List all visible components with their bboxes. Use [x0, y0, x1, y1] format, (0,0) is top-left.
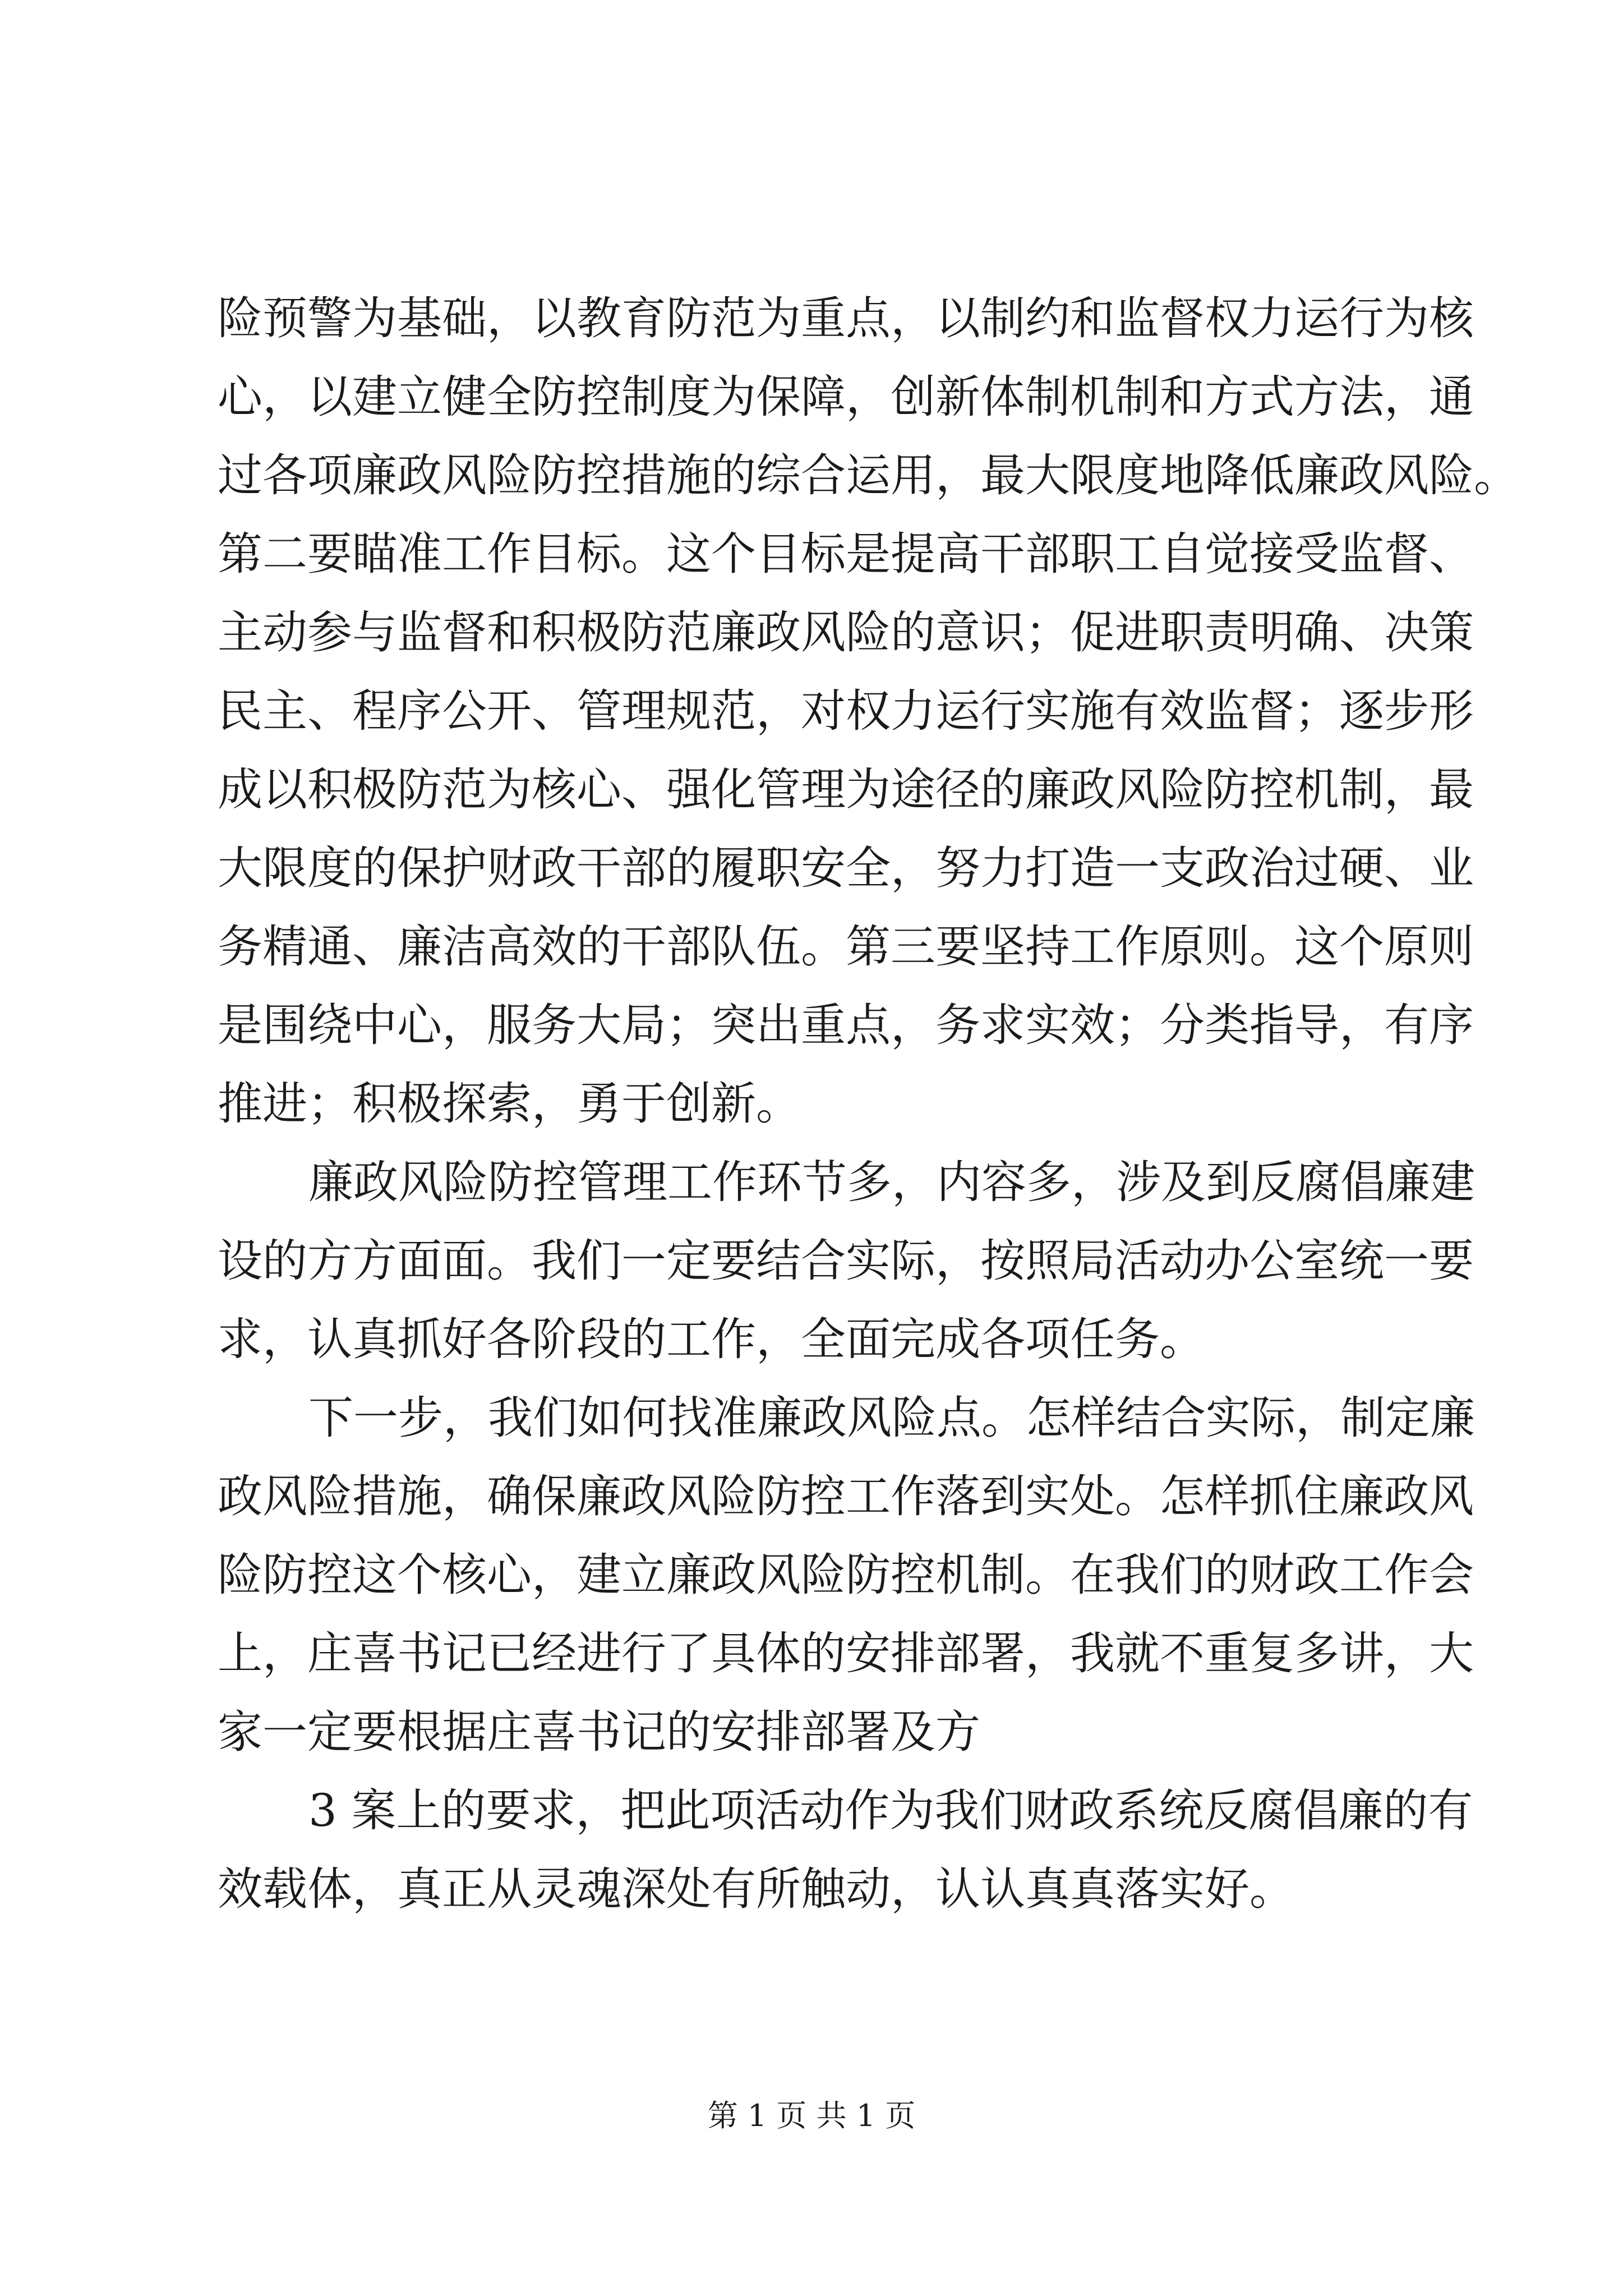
paragraph-first-line: 下一步，我们如何找准廉政风险点。怎样结合实际，制定廉	[308, 1392, 1475, 1444]
text-line: 上，庄喜书记已经进行了具体的安排部署，我就不重复多讲，大	[218, 1627, 1474, 1680]
text-line: 主动参与监督和积极防范廉政风险的意识；促进职责明确、决策	[218, 606, 1474, 659]
paragraph-first-line: 廉政风险防控管理工作环节多，内容多，涉及到反腐倡廉建	[308, 1156, 1475, 1208]
text-line: 务精通、廉洁高效的干部队伍。第三要坚持工作原则。这个原则	[218, 921, 1474, 973]
text-line: 心，以建立健全防控制度为保障，创新体制机制和方式方法，通	[218, 371, 1474, 423]
text-line: 推进；积极探索，勇于创新。	[218, 1078, 801, 1130]
text-line: 第二要瞄准工作目标。这个目标是提高干部职工自觉接受监督、	[218, 528, 1474, 580]
text-line: 成以积极防范为核心、强化管理为途径的廉政风险防控机制，最	[218, 763, 1474, 816]
text-line: 效载体，真正从灵魂深处有所触动，认认真真落实好。	[218, 1863, 1294, 1915]
text-line: 设的方方面面。我们一定要结合实际，按照局活动办公室统一要	[218, 1235, 1474, 1287]
page-number-footer: 第 1 页 共 1 页	[707, 2098, 916, 2133]
text-line: 是围绕中心，服务大局；突出重点，务求实效；分类指导，有序	[218, 999, 1474, 1051]
text-line: 政风险措施，确保廉政风险防控工作落到实处。怎样抓住廉政风	[218, 1470, 1474, 1522]
document-body	[218, 292, 1519, 1945]
text-line: 过各项廉政风险防控措施的综合运用，最大限度地降低廉政风险。	[218, 449, 1519, 501]
text-line: 民主、程序公开、管理规范，对权力运行实施有效监督；逐步形	[218, 685, 1474, 737]
text-line: 家一定要根据庄喜书记的安排部署及方	[218, 1706, 980, 1758]
text-line: 大限度的保护财政干部的履职安全，努力打造一支政治过硬、业	[218, 842, 1474, 894]
text-line: 险预警为基础，以教育防范为重点，以制约和监督权力运行为核	[218, 292, 1474, 344]
paragraph-first-line: 3 案上的要求，把此项活动作为我们财政系统反腐倡廉的有	[308, 1784, 1473, 1837]
text-line: 险防控这个核心，建立廉政风险防控机制。在我们的财政工作会	[218, 1549, 1474, 1601]
text-line: 求，认真抓好各阶段的工作，全面完成各项任务。	[218, 1313, 1205, 1365]
